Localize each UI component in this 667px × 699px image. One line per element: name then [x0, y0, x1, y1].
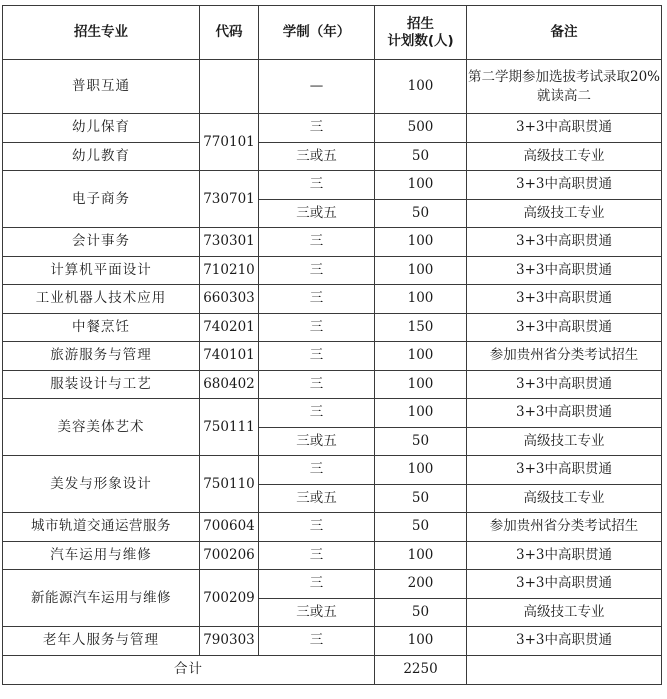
plan-cell: 50	[375, 142, 467, 171]
note-cell: 3+3中高职贯通	[467, 171, 662, 200]
years-cell: 三或五	[259, 427, 375, 456]
plan-cell: 150	[375, 313, 467, 342]
years-cell: 三	[259, 627, 375, 656]
table-row	[3, 60, 662, 114]
note-cell: 高级技工专业	[467, 427, 662, 456]
plan-cell: 100	[375, 370, 467, 399]
major-cell: 幼儿教育	[3, 142, 200, 171]
code-cell: 740201	[200, 313, 259, 342]
years-cell: 三	[259, 171, 375, 200]
plan-cell: 100	[375, 228, 467, 257]
plan-cell: 200	[375, 570, 467, 599]
note-cell: 3+3中高职贯通	[467, 228, 662, 257]
note-cell: 3+3中高职贯通	[467, 399, 662, 428]
years-cell: 三	[259, 313, 375, 342]
code-cell: 770101	[200, 114, 259, 171]
header-code: 代码	[200, 6, 259, 60]
note-cell: 3+3中高职贯通	[467, 570, 662, 599]
note-cell: 3+3中高职贯通	[467, 370, 662, 399]
major-cell: 计算机平面设计	[3, 256, 200, 285]
table-row	[3, 285, 662, 314]
total-row	[3, 655, 662, 684]
plan-cell: 100	[375, 541, 467, 570]
major-cell: 城市轨道交通运营服务	[3, 513, 200, 542]
code-cell: 710210	[200, 256, 259, 285]
years-cell: 三或五	[259, 199, 375, 228]
code-cell: 730701	[200, 171, 259, 228]
years-cell: —	[259, 60, 375, 114]
note-cell: 3+3中高职贯通	[467, 541, 662, 570]
table-row	[3, 399, 662, 428]
major-cell: 普职互通	[3, 60, 200, 114]
note-cell: 3+3中高职贯通	[467, 285, 662, 314]
table-row	[3, 256, 662, 285]
total-note	[467, 655, 662, 684]
major-cell: 汽车运用与维修	[3, 541, 200, 570]
header-plan-line1: 招生	[407, 15, 434, 32]
years-cell: 三	[259, 456, 375, 485]
plan-cell: 100	[375, 627, 467, 656]
enrollment-table	[2, 5, 662, 685]
plan-cell: 100	[375, 60, 467, 114]
plan-cell: 50	[375, 513, 467, 542]
table-row	[3, 114, 662, 143]
years-cell: 三	[259, 228, 375, 257]
plan-cell: 100	[375, 171, 467, 200]
table-row	[3, 627, 662, 656]
enrollment-table-wrapper	[2, 5, 662, 685]
major-cell: 电子商务	[3, 171, 200, 228]
major-cell: 会计事务	[3, 228, 200, 257]
years-cell: 三或五	[259, 484, 375, 513]
plan-cell: 100	[375, 285, 467, 314]
header-row	[3, 6, 662, 60]
years-cell: 三	[259, 541, 375, 570]
major-cell: 服装设计与工艺	[3, 370, 200, 399]
plan-cell: 50	[375, 598, 467, 627]
note-cell: 3+3中高职贯通	[467, 114, 662, 143]
note-cell: 第二学期参加选拔考试录取20%就读高二	[467, 60, 662, 114]
total-label: 合计	[3, 655, 375, 684]
table-row	[3, 313, 662, 342]
total-plan: 2250	[375, 655, 467, 684]
plan-cell: 100	[375, 456, 467, 485]
header-plan	[375, 6, 467, 60]
major-cell: 中餐烹饪	[3, 313, 200, 342]
table-row	[3, 228, 662, 257]
table-row	[3, 570, 662, 599]
note-cell: 高级技工专业	[467, 598, 662, 627]
code-cell: 700209	[200, 570, 259, 627]
plan-cell: 500	[375, 114, 467, 143]
major-cell: 美发与形象设计	[3, 456, 200, 513]
note-cell: 3+3中高职贯通	[467, 256, 662, 285]
note-cell: 3+3中高职贯通	[467, 456, 662, 485]
code-cell: 680402	[200, 370, 259, 399]
code-cell: 740101	[200, 342, 259, 371]
note-cell: 高级技工专业	[467, 484, 662, 513]
major-cell: 工业机器人技术应用	[3, 285, 200, 314]
code-cell: 730301	[200, 228, 259, 257]
note-cell: 高级技工专业	[467, 199, 662, 228]
table-row	[3, 142, 662, 171]
years-cell: 三	[259, 285, 375, 314]
plan-cell: 50	[375, 484, 467, 513]
major-cell: 老年人服务与管理	[3, 627, 200, 656]
code-cell: 790303	[200, 627, 259, 656]
plan-cell: 100	[375, 256, 467, 285]
years-cell: 三	[259, 114, 375, 143]
header-note: 备注	[467, 6, 662, 60]
years-cell: 三	[259, 399, 375, 428]
table-row	[3, 513, 662, 542]
years-cell: 三	[259, 570, 375, 599]
years-cell: 三或五	[259, 598, 375, 627]
major-cell: 幼儿保育	[3, 114, 200, 143]
code-cell: 700604	[200, 513, 259, 542]
header-major: 招生专业	[3, 6, 200, 60]
table-row	[3, 342, 662, 371]
code-cell: 750110	[200, 456, 259, 513]
table-row	[3, 171, 662, 200]
plan-cell: 100	[375, 399, 467, 428]
code-cell	[200, 60, 259, 114]
years-cell: 三	[259, 370, 375, 399]
major-cell: 美容美体艺术	[3, 399, 200, 456]
table-row	[3, 456, 662, 485]
code-cell: 700206	[200, 541, 259, 570]
major-cell: 新能源汽车运用与维修	[3, 570, 200, 627]
plan-cell: 100	[375, 342, 467, 371]
note-cell: 高级技工专业	[467, 142, 662, 171]
major-cell: 旅游服务与管理	[3, 342, 200, 371]
header-plan-line2: 计划数(人)	[387, 32, 454, 49]
note-cell: 参加贵州省分类考试招生	[467, 342, 662, 371]
code-cell: 660303	[200, 285, 259, 314]
note-cell: 3+3中高职贯通	[467, 627, 662, 656]
header-years: 学制（年）	[259, 6, 375, 60]
table-row	[3, 541, 662, 570]
note-cell: 3+3中高职贯通	[467, 313, 662, 342]
plan-cell: 50	[375, 427, 467, 456]
plan-cell: 50	[375, 199, 467, 228]
note-cell: 参加贵州省分类考试招生	[467, 513, 662, 542]
years-cell: 三	[259, 342, 375, 371]
years-cell: 三或五	[259, 142, 375, 171]
table-row	[3, 370, 662, 399]
years-cell: 三	[259, 256, 375, 285]
code-cell: 750111	[200, 399, 259, 456]
years-cell: 三	[259, 513, 375, 542]
